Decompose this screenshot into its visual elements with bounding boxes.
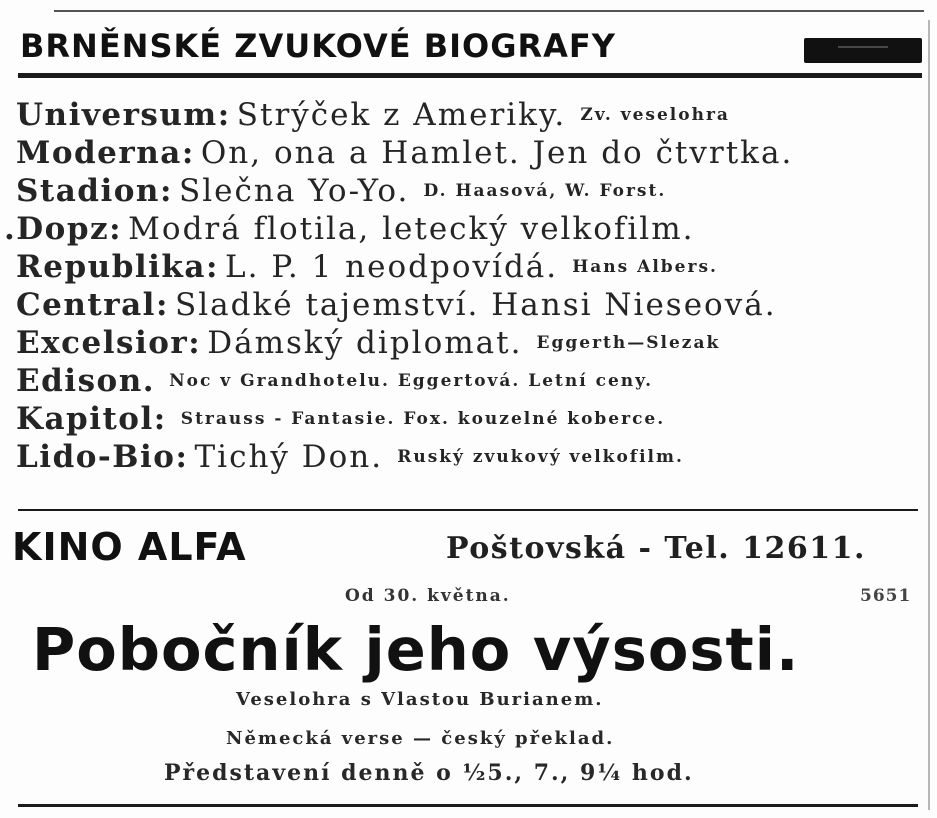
film-title: Tichý Don. <box>194 439 384 475</box>
listing-row-edison <box>16 362 921 400</box>
cinema-name: .Dopz: <box>4 211 123 247</box>
listing-row-excelsior <box>16 324 921 362</box>
showtimes: Představení denně o ½5., 7., 9¼ hod. <box>164 760 694 786</box>
film-note: Hans Albers. <box>572 257 718 277</box>
film-description: Veselohra s Vlastou Burianem. <box>236 689 604 710</box>
cinema-name: Moderna: <box>16 135 195 171</box>
film-title: Modrá flotila, letecký velkofilm. <box>128 211 695 247</box>
cinema-name: Central: <box>16 287 169 323</box>
listing-row-moderna <box>16 134 921 172</box>
listing-row-republika <box>16 248 921 286</box>
film-note: Zv. veselohra <box>580 105 730 125</box>
film-title: Slečna Yo-Yo. <box>179 173 410 209</box>
cinema-listings <box>4 96 921 476</box>
film-note: Ruský zvukový velkofilm. <box>397 447 684 467</box>
film-title: On, ona a Hamlet. Jen do čtvrtka. <box>200 135 794 171</box>
header-ink-bar <box>804 38 922 63</box>
film-title: L. P. 1 neodpovídá. <box>225 249 559 285</box>
advertiser-address: Poštovská - Tel. 12611. <box>446 531 866 566</box>
film-note: D. Haasová, W. Forst. <box>423 181 667 201</box>
language-version: Německá verse — český překlad. <box>226 728 615 749</box>
section-rule <box>18 509 918 511</box>
cinema-name: Universum: <box>16 97 231 133</box>
advertiser-name: KINO ALFA <box>12 525 247 569</box>
listing-row-lido-bio <box>16 438 921 476</box>
film-title: Dámský diplomat. <box>207 325 523 361</box>
film-note: Strauss - Fantasie. Fox. kouzelné koberce. <box>180 409 666 429</box>
listing-row-universum <box>16 96 921 134</box>
cinema-name: Excelsior: <box>16 325 202 361</box>
film-title: Sladké tajemství. Hansi Nieseová. <box>175 287 777 323</box>
film-note: Eggerth—Slezak <box>536 333 721 353</box>
listing-row-stadion <box>16 172 921 210</box>
scan-edge-line <box>928 20 930 810</box>
listing-header: BRNĚNSKÉ ZVUKOVÉ BIOGRAFY <box>20 27 616 65</box>
header-rule <box>18 73 922 78</box>
listing-row-central <box>16 286 921 324</box>
feature-film-title: Pobočník jeho výsosti. <box>32 615 800 684</box>
cinema-name: Republika: <box>16 249 219 285</box>
screening-start-date: Od 30. května. <box>345 586 511 606</box>
listing-row-kapitol <box>16 400 921 438</box>
ad-number: 5651 <box>860 586 912 606</box>
film-title: Strýček z Ameriky. <box>236 97 567 133</box>
cinema-name: Edison. <box>16 363 156 399</box>
cinema-name: Lido-Bio: <box>16 439 189 475</box>
listing-row-dopz <box>4 210 921 248</box>
bottom-rule <box>18 804 918 807</box>
film-note: Noc v Grandhotelu. Eggertová. Letní ceny. <box>169 371 653 391</box>
top-rule <box>54 10 924 12</box>
cinema-name: Stadion: <box>16 173 173 209</box>
cinema-name: Kapitol: <box>16 401 167 437</box>
